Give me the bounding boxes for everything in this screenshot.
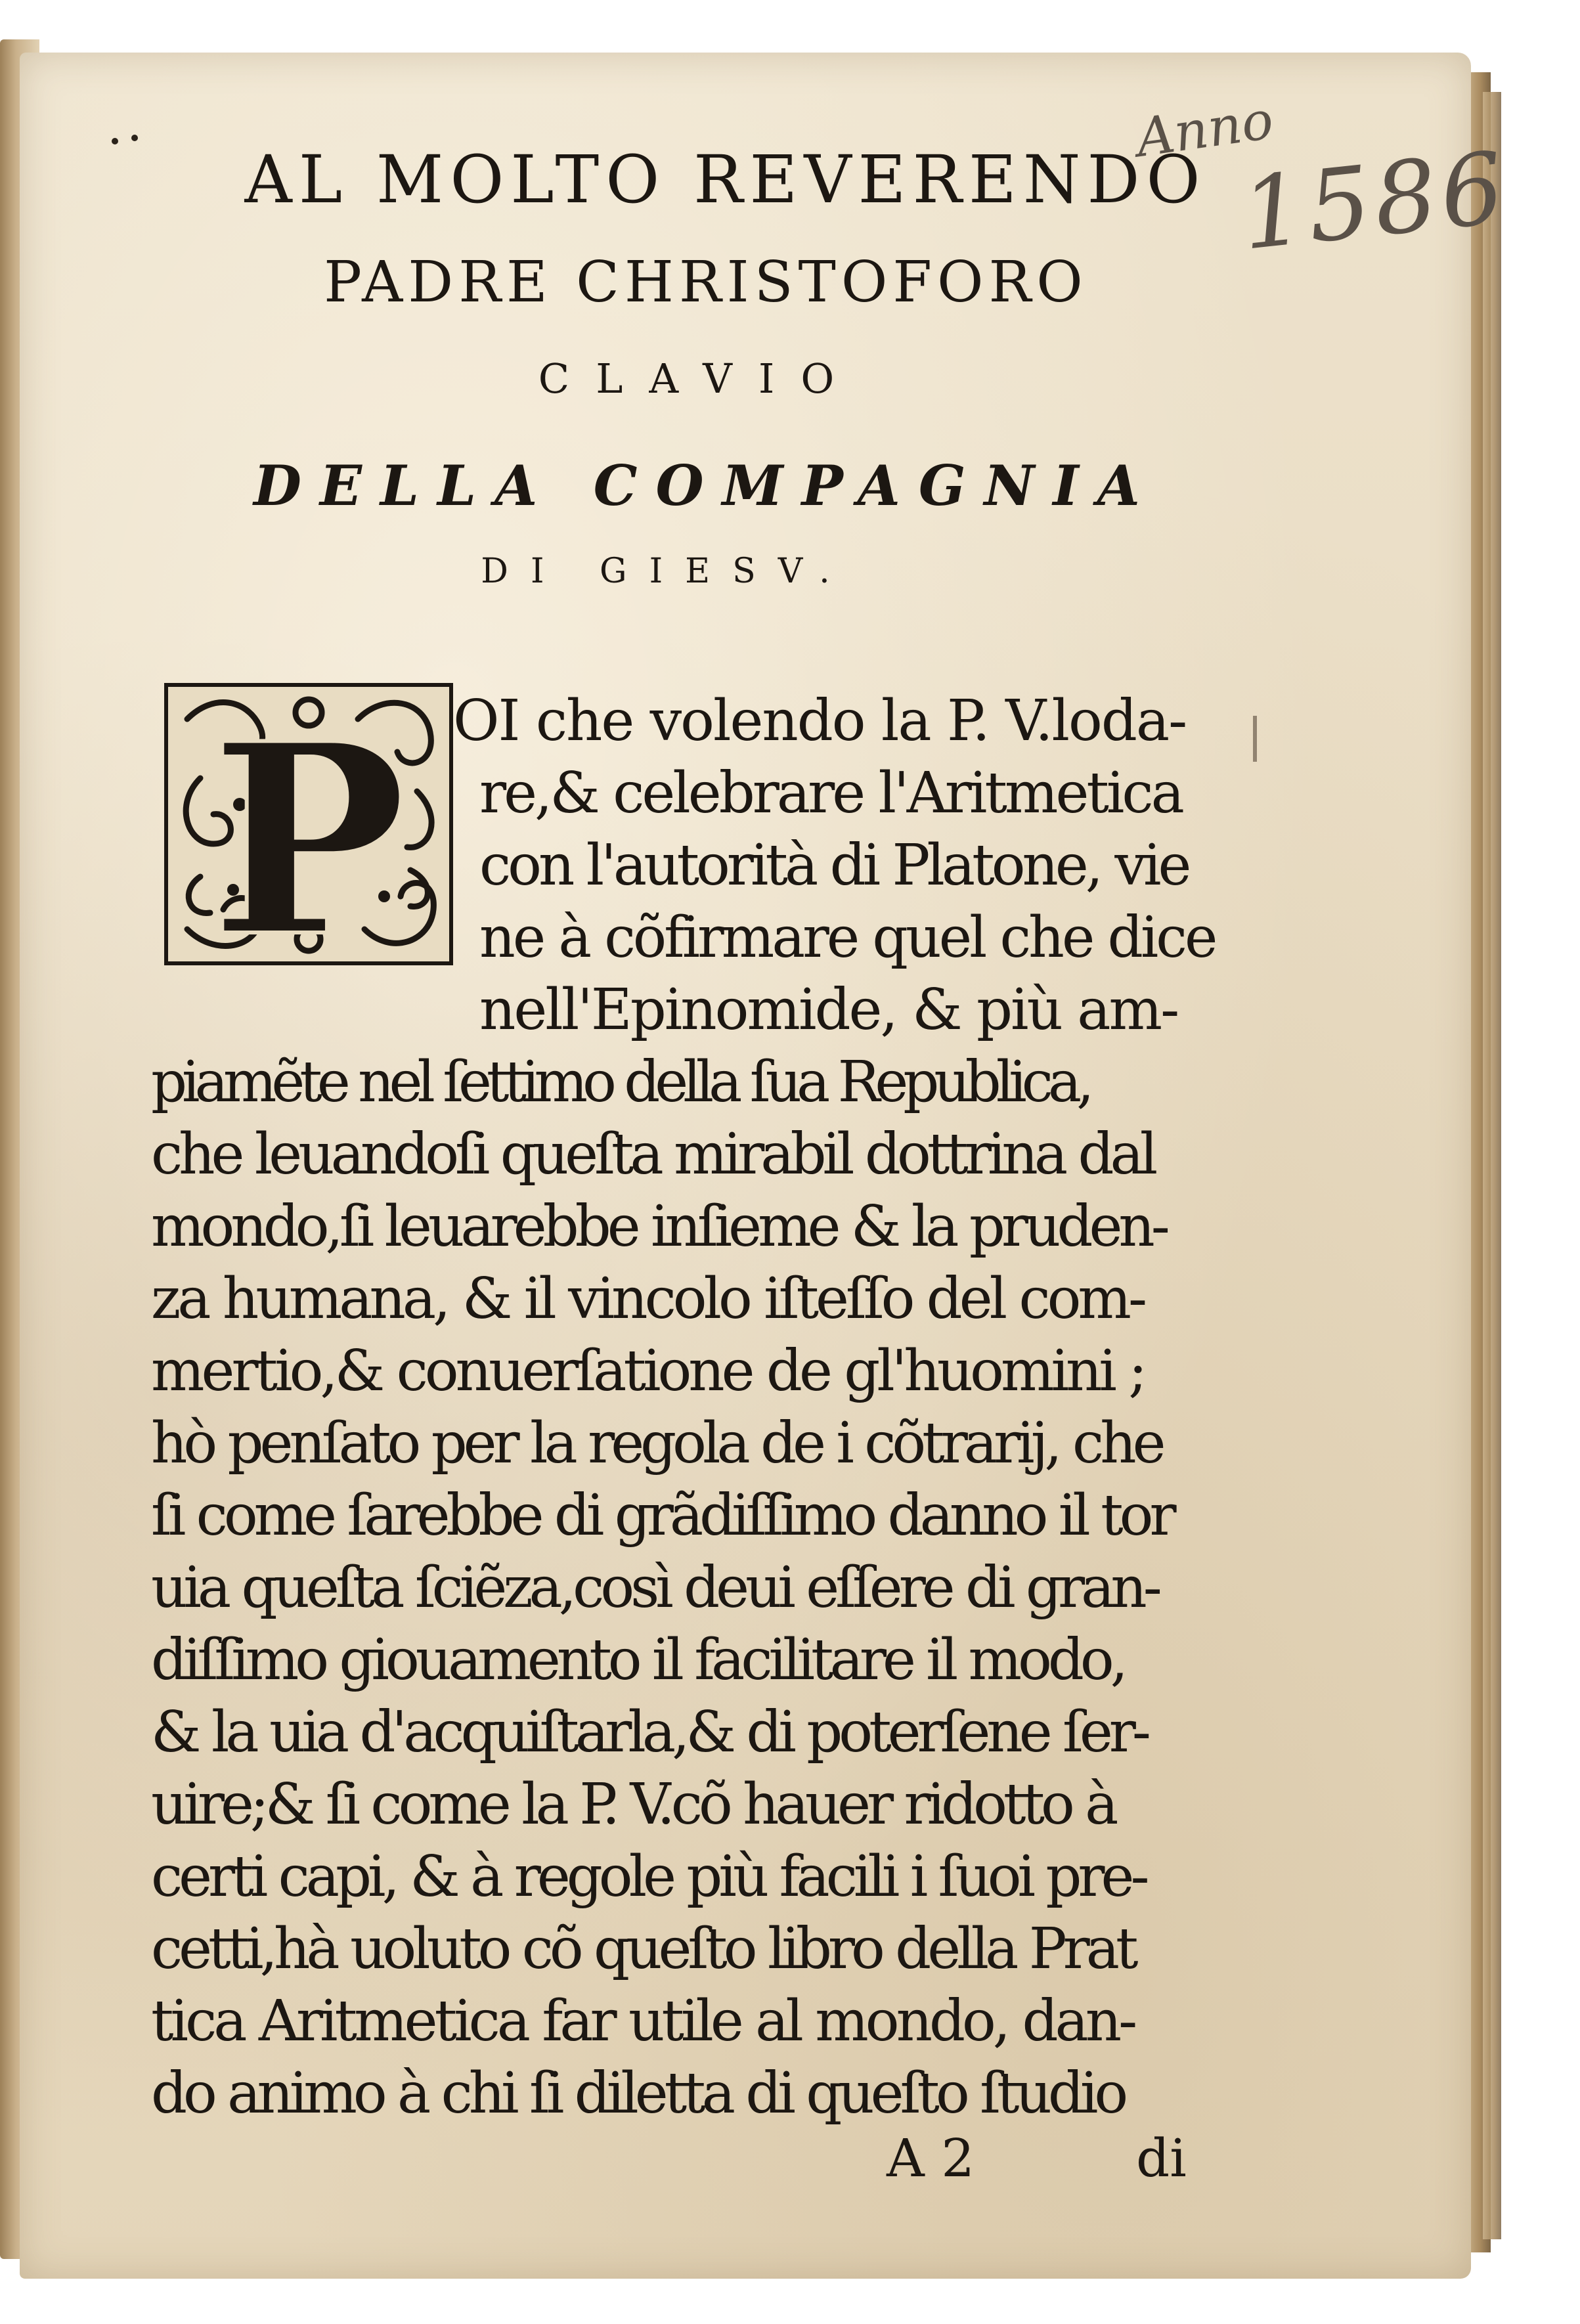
body-line-19: tica Aritmetica far utile al mondo, dan- (151, 1988, 1135, 2054)
body-line-7: che leuandoſi queſta mirabil dottrina dal (151, 1122, 1154, 1187)
body-line-11: hò penſato per la regola de i cõtrarij, che (151, 1411, 1162, 1476)
body-line-2: re,& celebrare l'Aritmetica (479, 760, 1182, 826)
heading-line-1: AL MOLTO REVERENDO (244, 141, 1207, 218)
body-line-14: diſſimo giouamento il facilitare il modo, (151, 1627, 1125, 1693)
heading-line-2: PADRE CHRISTOFORO (324, 250, 1088, 315)
body-line-18: cetti,hà uoluto cõ queſto libro della Prat (151, 1916, 1135, 1982)
body-line-15: & la uia d'acquiſtarla,& di poterſene ſer- (151, 1699, 1147, 1765)
catchword: di (1136, 2128, 1187, 2189)
body-line-3: con l'autorità di Platone, vie (479, 833, 1189, 898)
handwritten-anno: Anno (1132, 89, 1277, 169)
book-page (20, 53, 1513, 2279)
drop-cap-letter: P (209, 686, 408, 969)
decorated-initial (161, 680, 456, 969)
body-line-1: OI che volendo la P. V.loda- (453, 688, 1187, 754)
body-line-5: nell'Epinomide, & più am- (479, 977, 1178, 1043)
body-line-4: ne à cõfirmare quel che dice (479, 905, 1216, 971)
body-line-12: ſi come ſarebbe di grãdiſſimo danno il tor (151, 1483, 1173, 1548)
body-line-13: uia queſta ſciẽza,così deui eſſere di gran- (151, 1555, 1158, 1621)
body-line-10: mertio,& conuerſatione de gl'huomini ; (151, 1338, 1145, 1404)
body-line-17: certi capi, & à regole più facili i ſuoi pre- (151, 1844, 1146, 1910)
signature-mark: A 2 (887, 2128, 975, 2189)
page-edges-inner (1483, 92, 1501, 2239)
ink-dot (131, 135, 138, 141)
body-line-6: piamẽte nel ſettimo della ſua Republica, (151, 1049, 1089, 1115)
handwritten-year: 1586 (1236, 131, 1513, 273)
body-line-8: mondo,ſi leuarebbe inſieme & la pruden- (151, 1194, 1166, 1260)
heading-line-4: DELLA COMPAGNIA (253, 453, 1158, 518)
body-line-16: uire;& ſi come la P. V.cõ hauer ridotto à (151, 1772, 1115, 1837)
heading-line-3: CLAVIO (538, 355, 861, 403)
margin-mark (1253, 716, 1257, 762)
body-line-20: do animo à chi ſi diletta di queſto ſtudio (151, 2061, 1125, 2126)
body-line-9: za humana, & il vincolo iſteſſo del com- (151, 1266, 1145, 1332)
heading-line-5: DI GIESV. (481, 552, 852, 591)
